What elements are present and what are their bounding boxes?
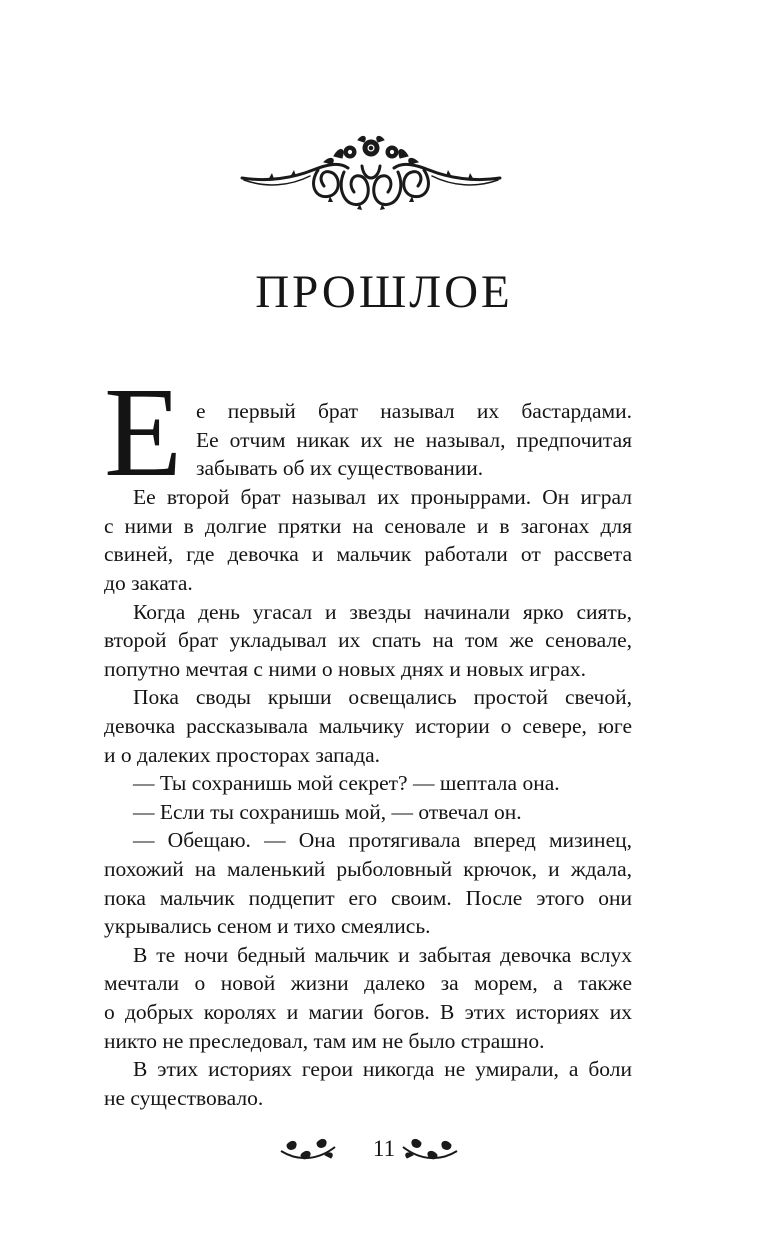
text-line: Ее отчим никак их не называл, предпочитая [196,428,632,452]
text-line: забывать об их существовании. [196,456,484,480]
text-line: второй брат укладывал их спать на том же сеновале, [104,628,632,652]
text-line: пока мальчик подцепит его своим. После этого они [104,886,632,910]
text-line: В этих историях герои никогда не умирали, а боли [133,1057,632,1081]
page-footer [0,1133,768,1167]
text-line: и о далеких просторах запада. [104,743,381,767]
text-line: похожий на маленький рыболовный крючок, и ждала, [104,857,632,881]
text-line: о добрых королях и магии богов. В этих историях их [104,1000,632,1024]
text-line: девочка рассказывала мальчику истории о севере, юге [104,714,632,738]
drop-cap-letter: Е [104,361,183,503]
text-line: Ее второй брат называл их проныррами. Он играл [133,485,632,509]
text-line: до заката. [104,571,193,595]
leaf-sprig-icon [279,1135,337,1165]
text-line: свиней, где девочка и мальчик работали от рассвета [104,542,632,566]
chapter-title: ПРОШЛОЕ [255,266,513,318]
text-line: В те ночи бедный мальчик и забытая девочка вслух [133,943,632,967]
text-line: — Если ты сохранишь мой, — отвечал он. [133,800,522,824]
text-line: мечтали о новой жизни далеко за морем, а также [104,971,632,995]
text-line: не существовало. [104,1086,264,1110]
text-line: — Ты сохранишь мой секрет? — шептала она. [133,771,560,795]
text-line: Когда день угасал и звезды начинали ярко сиять, [133,600,632,624]
text-line: — Обещаю. — Она протягивала вперед мизинец, [133,828,632,852]
rose-vine-ornament-icon [238,130,504,212]
leaf-sprig-icon [401,1135,459,1165]
text-line: попутно мечтая с ними о новых днях и новых играх. [104,657,587,681]
text-line: Пока своды крыши освещались простой свечой, [133,685,632,709]
text-line: е первый брат называл их бастардами. [196,399,632,423]
text-line: никто не преследовал, там им не было страшно. [104,1029,545,1053]
page-number: 11 [372,1136,396,1161]
text-line: с ними в долгие прятки на сеновале и в загонах для [104,514,632,538]
text-line: укрывались сеном и тихо смеялись. [104,914,431,938]
